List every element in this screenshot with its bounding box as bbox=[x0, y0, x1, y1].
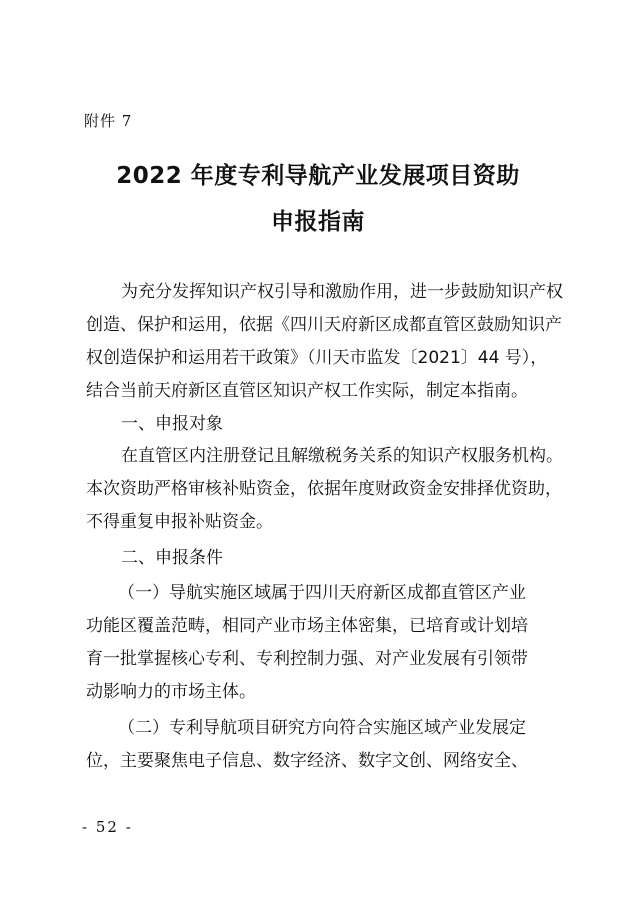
body-line: 育一批掌握核心专利、专利控制力强、对产业发展有引领带 bbox=[86, 649, 528, 669]
body-line: （二）专利导航项目研究方向符合实施区域产业发展定 bbox=[118, 718, 526, 738]
body-line: 结合当前天府新区直管区知识产权工作实际，制定本指南。 bbox=[86, 381, 528, 401]
body-line: 功能区覆盖范畴，相同产业市场主体密集，已培育或计划培 bbox=[86, 616, 528, 636]
attachment-label: 附件 7 bbox=[84, 112, 133, 130]
body-line: 在直管区内注册登记且解缴税务关系的知识产权服务机构。 bbox=[121, 446, 563, 466]
body-line: 动影响力的市场主体。 bbox=[86, 682, 256, 702]
document-title-line-2: 申报指南 bbox=[271, 209, 365, 235]
body-line: 不得重复申报补贴资金。 bbox=[86, 512, 273, 532]
body-line: 创造、保护和运用，依据《四川天府新区成都直管区鼓励知识产 bbox=[86, 315, 562, 335]
body-line: 权创造保护和运用若干政策》（川天市监发〔2021〕44 号）， bbox=[86, 348, 548, 368]
body-line: 位，主要聚焦电子信息、数字经济、数字文创、网络安全、 bbox=[86, 751, 528, 771]
body-line: （一）导航实施区域属于四川天府新区成都直管区产业 bbox=[118, 583, 526, 603]
section-heading-conditions: 二、申报条件 bbox=[121, 548, 223, 568]
document-title-line-1: 2022 年度专利导航产业发展项目资助 bbox=[116, 163, 520, 189]
section-heading-targets: 一、申报对象 bbox=[121, 414, 223, 434]
body-line: 本次资助严格审核补贴资金，依据年度财政资金安排择优资助， bbox=[86, 479, 562, 499]
page-number: - 52 - bbox=[82, 818, 133, 836]
body-line: 为充分发挥知识产权引导和激励作用，进一步鼓励知识产权 bbox=[121, 282, 563, 302]
